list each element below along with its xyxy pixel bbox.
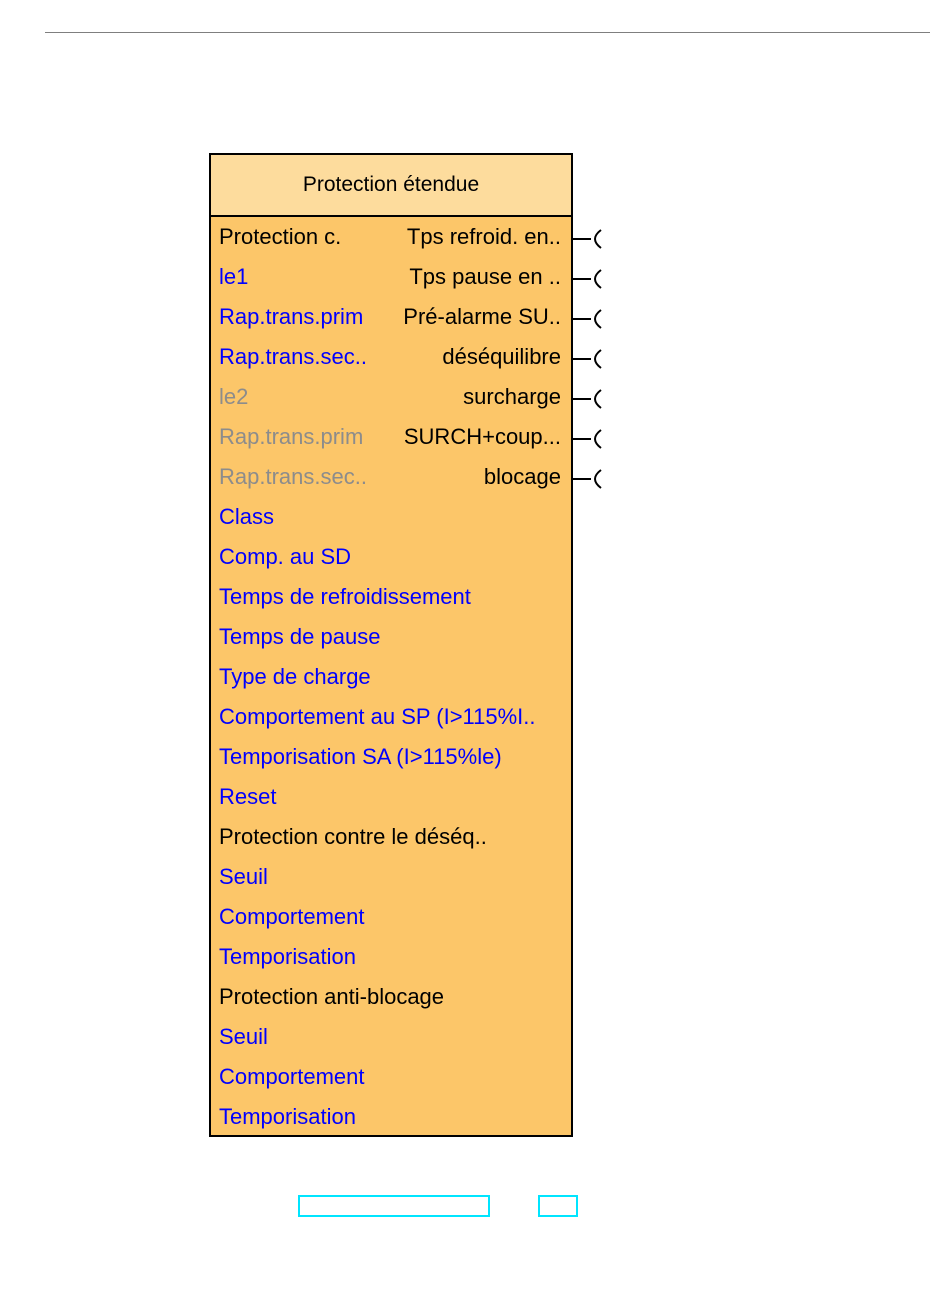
output-pin-label[interactable]: SURCH+coup... xyxy=(403,424,561,449)
block-row xyxy=(211,457,571,497)
block-row xyxy=(211,257,571,297)
input-pin-label[interactable]: Type de charge xyxy=(219,664,371,689)
block-row xyxy=(211,977,571,1017)
block-row xyxy=(211,377,571,417)
output-pin-label[interactable]: Pré-alarme SU.. xyxy=(403,304,561,329)
selection-box-wide[interactable] xyxy=(298,1195,490,1217)
output-pin-label[interactable]: blocage xyxy=(483,464,561,489)
socket-connector-icon[interactable] xyxy=(571,230,601,248)
input-pin-label[interactable]: Temporisation xyxy=(219,1104,356,1129)
input-pin-label[interactable]: Temps de refroidissement xyxy=(219,584,471,609)
input-pin-label[interactable]: le1 xyxy=(219,264,249,289)
input-pin-label[interactable]: Protection contre le déséq.. xyxy=(219,824,487,849)
input-pin-label[interactable]: Comportement xyxy=(219,904,365,929)
input-pin-label[interactable]: Rap.trans.prim xyxy=(219,304,364,329)
block-row xyxy=(211,697,571,737)
output-pin-label[interactable]: Tps pause en .. xyxy=(409,264,561,289)
output-pin-label[interactable]: surcharge xyxy=(463,384,561,409)
block-title: Protection étendue xyxy=(211,155,571,217)
top-divider-line xyxy=(45,32,930,33)
socket-connector-icon[interactable] xyxy=(571,390,601,408)
socket-connector-icon[interactable] xyxy=(571,350,601,368)
block-row xyxy=(211,617,571,657)
block-row xyxy=(211,217,571,257)
block-row xyxy=(211,577,571,617)
input-pin-label[interactable]: Rap.trans.sec.. xyxy=(219,464,367,489)
input-pin-label[interactable]: Comportement au SP (I>115%I.. xyxy=(219,704,536,729)
block-row xyxy=(211,417,571,457)
input-pin-label[interactable]: Protection c. xyxy=(219,224,342,249)
block-row xyxy=(211,1057,571,1097)
block-row xyxy=(211,937,571,977)
socket-connector-icon[interactable] xyxy=(571,470,601,488)
block-row xyxy=(211,1097,571,1137)
input-pin-label[interactable]: Comportement xyxy=(219,1064,365,1089)
block-row xyxy=(211,777,571,817)
input-pin-label[interactable]: Temps de pause xyxy=(219,624,381,649)
input-pin-label[interactable]: Class xyxy=(219,504,275,529)
input-pin-label[interactable]: Protection anti-blocage xyxy=(219,984,445,1009)
output-pin-label[interactable]: déséquilibre xyxy=(442,344,561,369)
socket-connector-icon[interactable] xyxy=(571,430,601,448)
output-connectors xyxy=(571,153,621,513)
output-pin-label[interactable]: Tps refroid. en.. xyxy=(406,224,561,249)
input-pin-label[interactable]: Rap.trans.prim xyxy=(219,424,364,449)
block-row xyxy=(211,857,571,897)
block-row xyxy=(211,897,571,937)
input-pin-label[interactable]: Seuil xyxy=(219,1024,268,1049)
input-pin-label[interactable]: Reset xyxy=(219,784,277,809)
input-pin-label[interactable]: le2 xyxy=(219,384,249,409)
input-pin-label[interactable]: Temporisation xyxy=(219,944,356,969)
input-pin-label[interactable]: Seuil xyxy=(219,864,268,889)
input-pin-label[interactable]: Rap.trans.sec.. xyxy=(219,344,367,369)
block-row xyxy=(211,297,571,337)
socket-connector-icon[interactable] xyxy=(571,310,601,328)
block-row xyxy=(211,337,571,377)
block-row xyxy=(211,657,571,697)
block-row xyxy=(211,737,571,777)
block-row xyxy=(211,817,571,857)
block-row xyxy=(211,537,571,577)
input-pin-label[interactable]: Comp. au SD xyxy=(219,544,352,569)
block-pin-list xyxy=(211,217,571,1137)
function-block-protection-etendue[interactable] xyxy=(209,153,573,1137)
socket-connector-icon[interactable] xyxy=(571,270,601,288)
block-row xyxy=(211,497,571,537)
input-pin-label[interactable]: Temporisation SA (I>115%le) xyxy=(219,744,502,769)
selection-box-small[interactable] xyxy=(538,1195,578,1217)
block-row xyxy=(211,1017,571,1057)
